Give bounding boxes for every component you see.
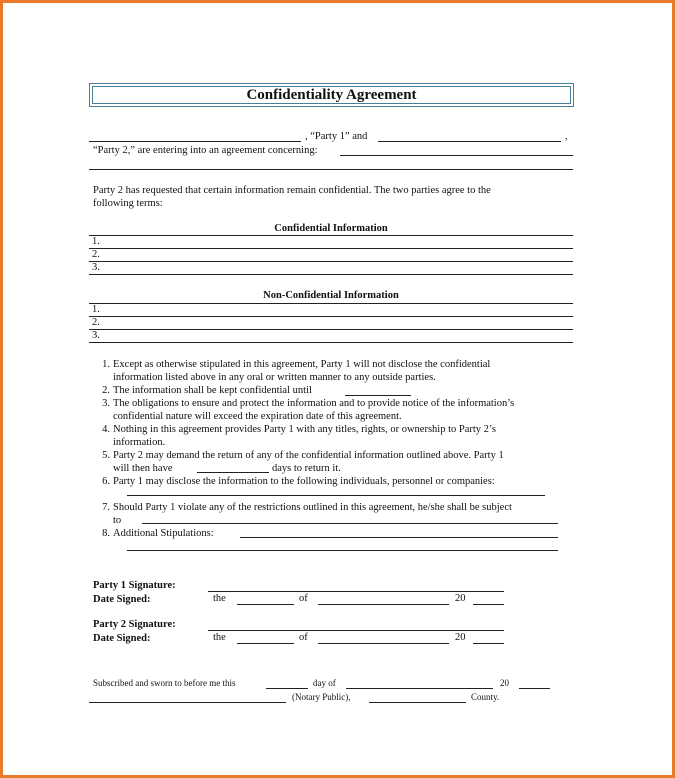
party2-of: of (299, 632, 308, 643)
notary-subscribed-text: Subscribed and sworn to before me this (93, 678, 236, 688)
confidential-row-1[interactable] (89, 236, 573, 249)
non-confidential-row-3[interactable] (89, 330, 573, 343)
term-text-line: The obligations to ensure and protect the information and to provide notice of the information’s (113, 398, 515, 409)
title-box (89, 83, 574, 107)
party2-name-line[interactable] (378, 141, 561, 142)
confidential-row-2[interactable] (89, 249, 573, 262)
term-text-line: Except as otherwise stipulated in this agreement, Party 1 will not disclose the confidential (113, 359, 491, 370)
row-number: 2. (92, 249, 100, 260)
party2-date-label: Date Signed: (93, 633, 151, 644)
row-number: 2. (92, 317, 100, 328)
party2-the: the (213, 632, 226, 643)
row-number: 1. (92, 236, 100, 247)
term-number: 7. (102, 502, 110, 513)
confidential-until-line[interactable] (345, 395, 411, 396)
notary-year-line[interactable] (519, 688, 550, 689)
term-number: 8. (102, 528, 110, 539)
party1-year-line[interactable] (473, 604, 504, 605)
notary-county-line[interactable] (369, 702, 466, 703)
agreement-subject-line-2[interactable] (89, 169, 573, 170)
document-title: Confidentiality Agreement (92, 86, 571, 104)
agreement-subject-line[interactable] (340, 155, 573, 156)
term-number: 1. (102, 359, 110, 370)
notary-public-name-line[interactable] (89, 702, 286, 703)
row-number: 3. (92, 330, 100, 341)
term-text-line: confidential nature will exceed the expiration date of this agreement. (113, 411, 402, 422)
notary-month-line[interactable] (346, 688, 493, 689)
notary-day-of: day of (313, 678, 336, 688)
request-line-2: following terms: (93, 198, 163, 209)
violation-consequence-line[interactable] (142, 523, 558, 524)
party1-signature-label: Party 1 Signature: (93, 580, 176, 591)
row-number: 3. (92, 262, 100, 273)
term-text-line: The information shall be kept confidential until (113, 385, 312, 396)
term-number: 6. (102, 476, 110, 487)
notary-county-label: County. (471, 692, 500, 702)
term-text-line: Nothing in this agreement provides Party 1 with any titles, rights, or ownership to Party 2’s (113, 424, 496, 435)
notary-day-line[interactable] (266, 688, 308, 689)
party1-of: of (299, 593, 308, 604)
confidential-row-3[interactable] (89, 262, 573, 275)
term-number: 2. (102, 385, 110, 396)
party1-signature-line[interactable] (208, 591, 504, 592)
term-text-line: Additional Stipulations: (113, 528, 214, 539)
term-text-line: will then have (113, 463, 173, 474)
stipulations-line-1[interactable] (240, 537, 558, 538)
term-text-line: days to return it. (272, 463, 341, 474)
party2-signature-label: Party 2 Signature: (93, 619, 176, 630)
term-text-line: to (113, 515, 122, 526)
term-number: 4. (102, 424, 110, 435)
party2-month-line[interactable] (318, 643, 449, 644)
confidential-heading: Confidential Information (274, 223, 388, 234)
non-confidential-row-2[interactable] (89, 317, 573, 330)
party1-the: the (213, 593, 226, 604)
term-text-line: Should Party 1 violate any of the restrictions outlined in this agreement, he/she shall be subject (113, 502, 512, 513)
party1-label: , “Party 1” and (305, 131, 368, 142)
request-paragraph (93, 184, 491, 210)
party1-date-label: Date Signed: (93, 594, 151, 605)
row-number: 1. (92, 304, 100, 315)
non-confidential-heading: Non-Confidential Information (263, 290, 399, 301)
disclosure-parties-line[interactable] (127, 495, 545, 496)
party2-day-line[interactable] (237, 643, 294, 644)
party1-month-line[interactable] (318, 604, 449, 605)
party1-year-prefix: 20 (455, 593, 466, 604)
non-confidential-row-1[interactable] (89, 304, 573, 317)
term-number: 3. (102, 398, 110, 409)
party2-year-line[interactable] (473, 643, 504, 644)
notary-public-label: (Notary Public), (292, 692, 351, 702)
return-days-line[interactable] (197, 472, 269, 473)
notary-year-prefix: 20 (500, 678, 509, 688)
party1-name-line[interactable] (89, 141, 301, 142)
term-text-line: Party 1 may disclose the information to the following individuals, personnel or companies: (113, 476, 495, 487)
party2-year-prefix: 20 (455, 632, 466, 643)
stipulations-line-2[interactable] (127, 550, 558, 551)
term-number: 5. (102, 450, 110, 461)
intro-comma: , (565, 131, 568, 142)
party2-signature-line[interactable] (208, 630, 504, 631)
request-line-1: Party 2 has requested that certain information remain confidential. The two parties agree to the (93, 185, 491, 196)
term-text-line: information listed above in any oral or written manner to any outside parties. (113, 372, 436, 383)
party2-intro-text: “Party 2,” are entering into an agreement concerning: (93, 145, 318, 156)
term-text-line: information. (113, 437, 166, 448)
term-text-line: Party 2 may demand the return of any of the confidential information outlined above. Party 1 (113, 450, 504, 461)
party1-day-line[interactable] (237, 604, 294, 605)
